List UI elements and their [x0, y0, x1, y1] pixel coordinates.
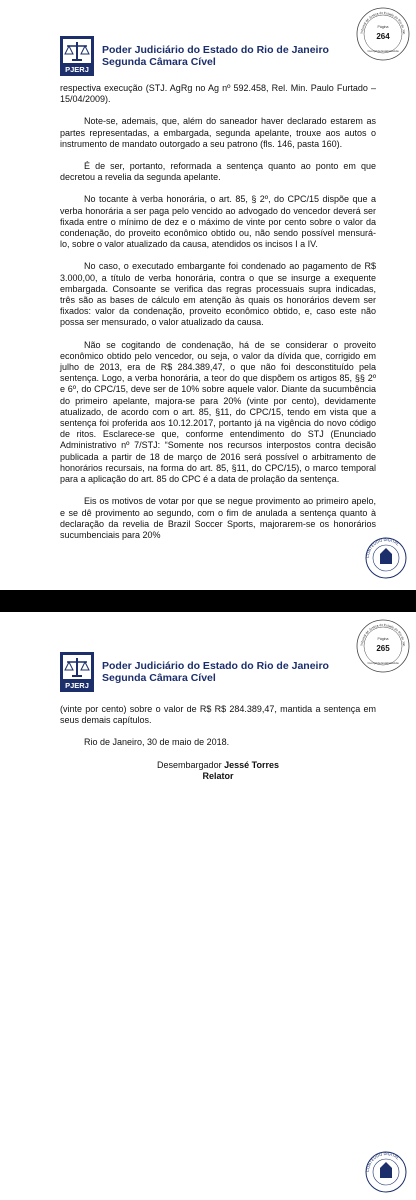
logo-text: PJERJ — [65, 65, 89, 74]
stamp-bottom-text: Cumprida Estabelecida — [367, 661, 399, 665]
paragraph: Não se cogitando de condenação, há de se considerar o proveito econômico obtido pelo vencedor, ou seja, o valor da dívida que, corrigido em julho de 2013, era de R$ 284.389,47, o que não foi desconstituído pela sentença. Logo, a verba honorária, a teor do que dispõem os artigos 85, §§ 2º e 6º, do CPC/15, deve ser de 10% sobre aquele valor. Diante da sucumbência do primeiro apelante, majora-se para 20% (vinte por cento), devidamente atualizado, de acordo com o art. 85, §11, do CPC/15, tendo em vista que a sentença foi proferida aos 10.12.2017, portanto já na vigência do novo código de ritos. Esclarece-se que, conforme entendimento do STJ (Enunciado Administrativo nº 7/STJ: “Somente nos recursos interpostos contra decisão publicada a partir de 18 de março de 2016 será possível o arbitramento de honorários recursais, na forma do art. 85, §11, do CPC/15), o marco temporal para a aplicação do art. 85 do CPC é a data de prolação da sentença. — [60, 339, 376, 485]
header-court-name: Poder Judiciário do Estado do Rio de Janeiro — [102, 660, 329, 672]
page-header — [60, 36, 329, 76]
document-body — [60, 83, 376, 552]
stamp-ring-text: Tribunal de Justiça do Estado do Rio de Jan — [359, 622, 407, 647]
stamp-ring-text: Tribunal de Justiça do Estado do Rio de Jan — [359, 10, 407, 35]
paragraph: Rio de Janeiro, 30 de maio de 2018. — [84, 737, 230, 748]
pjerj-logo-icon — [60, 36, 94, 76]
stamp-bottom-text: Cumprida Estabelecida — [367, 49, 399, 53]
paragraph: respectiva execução (STJ. AgRg no Ag nº 592.458, Rel. Min. Paulo Furtado – 15/04/2009). — [60, 83, 376, 105]
digital-seal-icon — [364, 1150, 408, 1194]
document-page-1 — [0, 0, 416, 590]
page-divider — [0, 590, 416, 612]
pjerj-logo-icon — [60, 652, 94, 692]
page-number: 265 — [376, 644, 390, 653]
signature-role: Relator — [202, 770, 234, 781]
paragraph: Eis os motivos de votar por que se negue provimento ao primeiro apelo, e se dê provimento ao segundo, com o fim de anulada a sentença quanto à declaração da revelia de Brazil Soccer Sports, majorarem-se os honorários sucumbenciais para 20% — [60, 496, 376, 540]
signature-name: Jessé Torres — [224, 759, 279, 770]
svg-text:Tribunal de Justiça do Estado — [355, 6, 406, 35]
paragraph: No tocante à verba honorária, o art. 85, § 2º, do CPC/15 dispõe que a verba honorária a ser paga pelo vencido ao advogado do vencedor deverá ser fixada entre o mínimo de dez e o máximo de vinte por cento sobre o valor da condenação, do proveito econômico obtido ou, não sendo possível mensurá-lo, sobre o valor atualizado da causa, atendidos os incisos I a IV. — [60, 194, 376, 250]
stamp-label: Página — [377, 637, 389, 641]
page-stamp — [355, 618, 411, 674]
signature-prefix: Desembargador — [157, 759, 222, 770]
document-body — [60, 704, 376, 782]
paragraph: (vinte por cento) sobre o valor de R$ R$ 284.389,47, mantida a sentença em seus demais capítulos. — [60, 704, 376, 726]
digital-seal-icon — [364, 536, 408, 580]
logo-text: PJERJ — [65, 681, 89, 690]
page-header — [60, 652, 329, 692]
paragraph: No caso, o executado embargante foi condenado ao pagamento de R$ 3.000,00, a título de verba honorária, contra o que se insurge a exequente embargada. Consoante se verifica das regras processuais supra indicadas, três são as bases de cálculo em atenção às quais os honorários devem ser fixados: valor da condenação, proveito econômico obtido, e, caso este não possa ser mensurado, o valor atualizado da causa. — [60, 261, 376, 328]
svg-text:Tribunal de Justiça do Estado — [355, 618, 406, 647]
signature-block — [60, 760, 376, 782]
page-number: 264 — [376, 32, 390, 41]
paragraph: Note-se, ademais, que, além do saneador haver declarado estarem as partes representadas, a embargada, segunda apelante, trouxe aos autos o instrumento de mandato outorgado a seu patrono (fls. 146, pasta 160). — [60, 116, 376, 149]
seal-text: CONTEÚDO DIGITAL — [364, 1150, 401, 1173]
page-stamp — [355, 6, 411, 62]
header-court-name: Poder Judiciário do Estado do Rio de Janeiro — [102, 44, 329, 56]
header-chamber-name: Segunda Câmara Cível — [102, 672, 216, 684]
document-page-2 — [0, 612, 416, 1200]
header-chamber-name: Segunda Câmara Cível — [102, 56, 216, 68]
paragraph: É de ser, portanto, reformada a sentença quanto ao ponto em que decretou a revelia da segunda apelante. — [60, 161, 376, 183]
stamp-label: Página — [377, 25, 389, 29]
seal-text: CONTEÚDO DIGITAL — [364, 536, 401, 559]
